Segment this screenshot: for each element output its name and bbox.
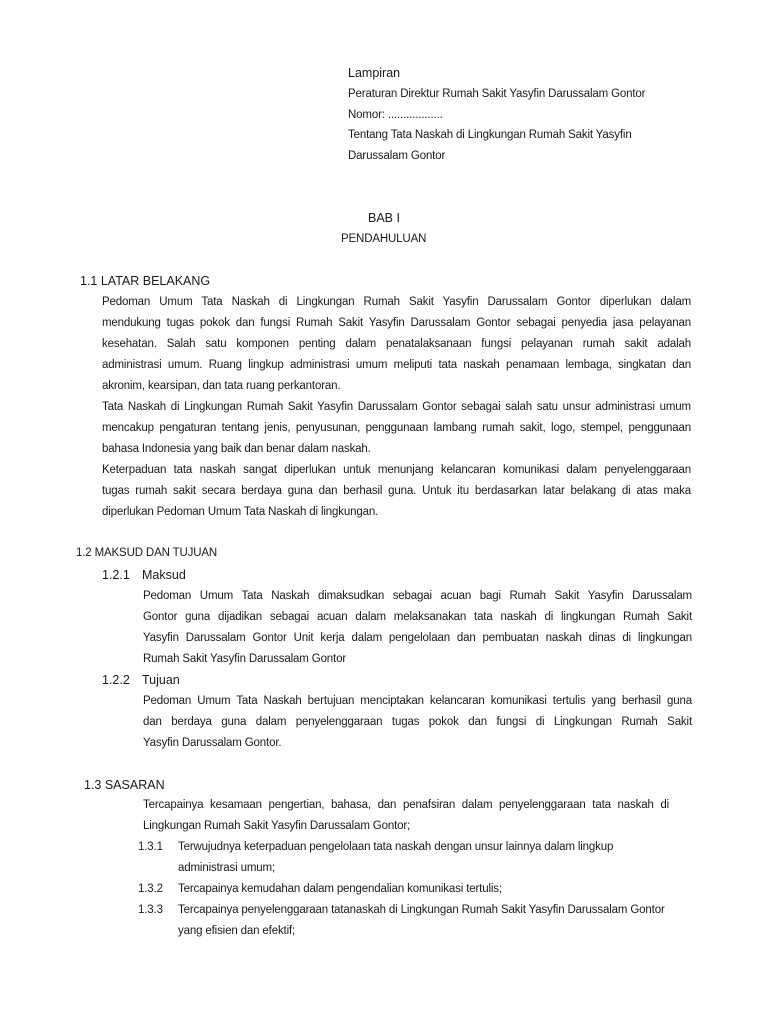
body-line: akronim, kearsipan, dan tata ruang perkantoran. <box>102 380 341 392</box>
chapter-number: BAB I <box>368 211 400 225</box>
subsection-title: Maksud <box>142 568 186 582</box>
body-line: mendukung tugas pokok dan fungsi Rumah Sakit Yasyfin Darussalam Gontor sebagai penyedia jasa pelayanan <box>102 317 691 329</box>
section-heading: 1.1 LATAR BELAKANG <box>80 274 211 288</box>
body-line: Lingkungan Rumah Sakit Yasyfin Darussalam Gontor; <box>143 820 411 832</box>
list-item-text: Terwujudnya keterpaduan pengelolaan tata naskah dengan unsur lainnya dalam lingkup <box>178 841 614 853</box>
lampiran-line: Tentang Tata Naskah di Lingkungan Rumah Sakit Yasyfin <box>348 129 632 141</box>
body-line: Tata Naskah di Lingkungan Rumah Sakit Yasyfin Darussalam Gontor sebagai salah satu unsur administrasi umum <box>102 401 691 413</box>
lampiran-line: Darussalam Gontor <box>348 150 446 162</box>
body-line: diperlukan Pedoman Umum Tata Naskah di lingkungan. <box>102 506 379 518</box>
list-item-number: 1.3.2 <box>138 883 163 895</box>
body-line: administrasi umum. Ruang lingkup administrasi umum meliputi tata naskah penamaan lembaga, singkatan dan <box>102 359 691 371</box>
body-line: Yasyfin Darussalam Gontor. <box>143 737 282 749</box>
body-line: Tercapainya kesamaan pengertian, bahasa, dan penafsiran dalam penyelenggaraan tata naskah di <box>143 799 669 811</box>
section-heading: 1.2 MAKSUD DAN TUJUAN <box>76 547 218 559</box>
body-line: Pedoman Umum Tata Naskah di Lingkungan Rumah Sakit Yasyfin Darussalam Gontor diperlukan dalam <box>102 296 691 308</box>
subsection-number: 1.2.2 <box>102 673 130 687</box>
lampiran-line: Peraturan Direktur Rumah Sakit Yasyfin Darussalam Gontor <box>348 88 646 100</box>
lampiran-title: Lampiran <box>348 66 401 80</box>
body-line: tugas rumah sakit secara berdaya guna dan berhasil guna. Untuk itu berdasarkan latar belakang di atas maka <box>102 485 691 497</box>
body-line: Keterpaduan tata naskah sangat diperlukan untuk menunjang kelancaran komunikasi dalam penyelenggaraan <box>102 464 691 476</box>
body-line: kesehatan. Salah satu komponen penting dalam penatalaksanaan fungsi pelayanan rumah sakit adalah <box>102 338 691 350</box>
list-item-text: yang efisien dan efektif; <box>178 925 296 937</box>
body-line: bahasa Indonesia yang baik dan benar dalam naskah. <box>102 443 371 455</box>
subsection-number: 1.2.1 <box>102 568 130 582</box>
list-item-text: Tercapainya penyelenggaraan tatanaskah di Lingkungan Rumah Sakit Yasyfin Darussalam Gontor <box>178 904 665 916</box>
list-item-text: administrasi umum; <box>178 862 275 874</box>
body-line: Rumah Sakit Yasyfin Darussalam Gontor <box>143 653 347 665</box>
list-item-number: 1.3.3 <box>138 904 163 916</box>
body-line: mencakup pengaturan tentang jenis, penyusunan, penggunaan lambang rumah sakit, logo, stempel, penggunaan <box>102 422 691 434</box>
subsection-title: Tujuan <box>142 673 180 687</box>
section-heading: 1.3 SASARAN <box>84 778 165 792</box>
body-line: Pedoman Umum Tata Naskah bertujuan menciptakan kelancaran komunikasi tertulis yang berhasil guna <box>143 695 692 707</box>
list-item-number: 1.3.1 <box>138 841 163 853</box>
body-line: Pedoman Umum Tata Naskah dimaksudkan sebagai acuan bagi Rumah Sakit Yasyfin Darussalam <box>143 590 692 602</box>
list-item-text: Tercapainya kemudahan dalam pengendalian komunikasi tertulis; <box>178 883 502 895</box>
body-line: Yasyfin Darussalam Gontor Unit kerja dalam pengelolaan dan pembuatan naskah dinas di lingkungan <box>143 632 692 644</box>
body-line: Gontor guna dijadikan sebagai acuan dalam melaksanakan tata naskah di lingkungan Rumah Sakit <box>143 611 692 623</box>
chapter-title: PENDAHULUAN <box>341 233 427 245</box>
body-line: dan berdaya guna dalam penyelenggaraan tugas pokok dan fungsi di Lingkungan Rumah Sakit <box>143 716 692 728</box>
lampiran-line: Nomor: .................. <box>348 109 443 121</box>
